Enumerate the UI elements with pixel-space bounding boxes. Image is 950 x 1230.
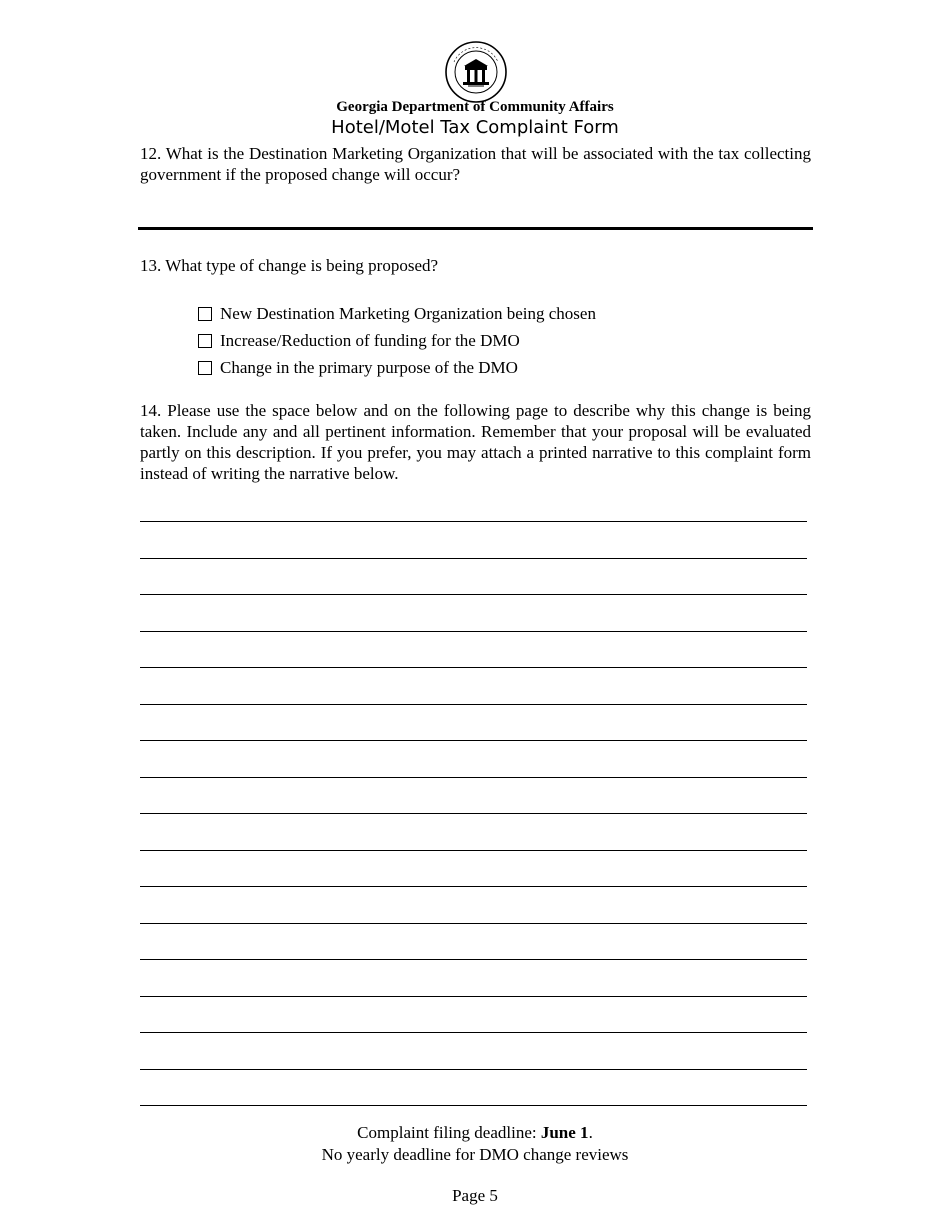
answer-line[interactable] [140,1051,807,1070]
page-number: Page 5 [452,1186,498,1205]
question-14: 14. Please use the space below and on the following page to describe why this change is being taken. Include any and all pertinent information. Remember that your proposal will be evaluated partly on this description. If you prefer, you may attach a printed narrative to this complaint form instead of writing the narrative below. [140,401,811,483]
answer-line[interactable] [140,1014,807,1033]
narrative-answer-lines [140,503,807,1124]
answer-line[interactable] [140,905,807,924]
georgia-state-seal [444,40,508,104]
option-label: Change in the primary purpose of the DMO [220,357,518,377]
option-new-dmo[interactable] [198,300,596,327]
answer-line[interactable] [140,832,807,851]
answer-line[interactable] [140,941,807,960]
answer-line[interactable] [140,795,807,814]
answer-line[interactable] [140,649,807,668]
answer-line[interactable] [140,868,807,887]
option-purpose-change[interactable] [198,354,596,381]
answer-line[interactable] [140,1087,807,1106]
answer-line[interactable] [140,503,807,522]
answer-line[interactable] [140,540,807,559]
deadline-label: Complaint filing deadline: [357,1123,541,1142]
change-type-options [198,300,596,381]
answer-line[interactable] [140,576,807,595]
answer-line[interactable] [140,722,807,741]
option-label: Increase/Reduction of funding for the DMO [220,330,520,350]
question-12-answer-line[interactable] [138,227,813,230]
answer-line[interactable] [140,686,807,705]
answer-line[interactable] [140,759,807,778]
deadline-block [0,1122,950,1166]
question-12: 12. What is the Destination Marketing Organization that will be associated with the tax collecting government if the proposed change will occur? [140,144,811,184]
answer-line[interactable] [140,978,807,997]
deadline-date: June 1 [540,1123,589,1142]
filing-deadline [0,1122,950,1144]
deadline-suffix: . [588,1123,593,1142]
dmo-deadline-note: No yearly deadline for DMO change reviews [321,1145,629,1164]
checkbox-purpose-change[interactable] [198,361,212,375]
agency-name: Georgia Department of Community Affairs [336,99,614,115]
checkbox-funding-change[interactable] [198,334,212,348]
option-label: New Destination Marketing Organization being chosen [220,303,596,323]
option-funding-change[interactable] [198,327,596,354]
form-title: Hotel/Motel Tax Complaint Form [331,117,619,138]
question-13: 13. What type of change is being proposed? [140,256,439,275]
answer-line[interactable] [140,613,807,632]
checkbox-new-dmo[interactable] [198,307,212,321]
